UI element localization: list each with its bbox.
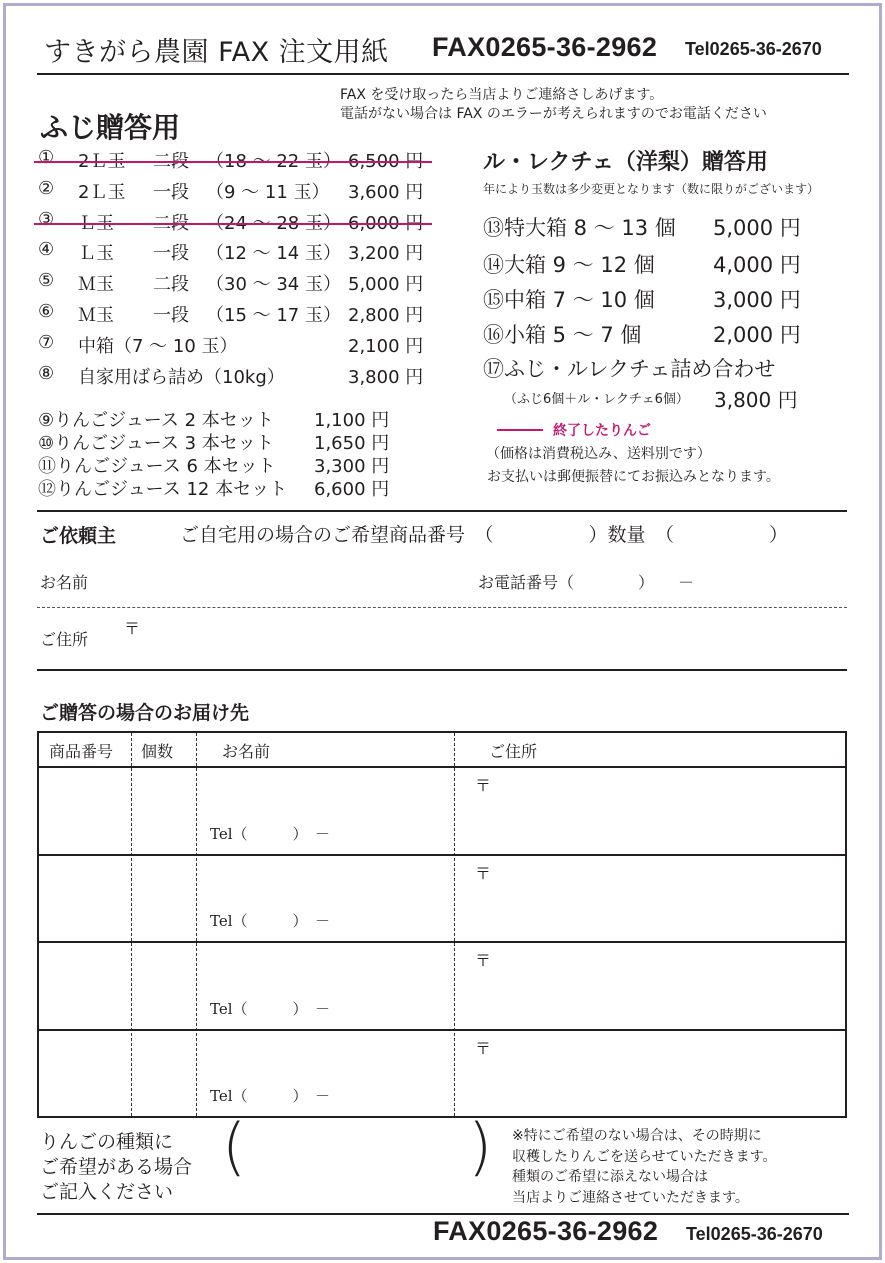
fuji-item-count: （24 ～ 28 玉）	[206, 212, 341, 234]
payment-note: お支払いは郵便振替にてお振込みとなります。	[487, 469, 780, 485]
postal-mark: 〒	[124, 619, 141, 638]
juice-label: ⑪りんごジュース 6 本セット	[38, 456, 276, 477]
fuji-item-number: ④	[38, 239, 55, 261]
gift-postal-mark: 〒	[475, 864, 492, 883]
fuji-item-price: 2,100 円	[348, 335, 424, 357]
pear-label: ⑯小箱 5 ～ 7 個	[483, 323, 642, 347]
fuji-item-grade: 二段	[153, 151, 189, 172]
requester-address-field[interactable]	[145, 614, 845, 664]
page-title: すきがら農園 FAX 注文用紙	[44, 37, 389, 68]
fuji-item-price: 6,500 円	[348, 151, 424, 172]
fuji-item-count: （9 ～ 11 玉）	[206, 181, 330, 203]
fuji-item-name: Ｍ玉	[78, 274, 114, 296]
fuji-item-number: ②	[38, 177, 55, 199]
row-divider	[39, 1029, 845, 1031]
fuji-item[interactable]	[38, 301, 428, 329]
footer-rule	[37, 1213, 849, 1215]
pear-note: 年により玉数は多少変更となります（数に限りがございます）	[483, 182, 820, 196]
variety-open-paren: (	[222, 1110, 247, 1183]
variety-note2: 収穫したりんごを送らせていただきます。	[512, 1149, 777, 1165]
fuji-heading: ふじ贈答用	[40, 111, 181, 144]
col-header-quantity: 個数	[141, 742, 174, 761]
col-divider	[454, 733, 455, 1116]
ended-legend-line	[497, 429, 543, 431]
row-divider	[39, 854, 845, 856]
fuji-item-count: （30 ～ 34 玉）	[206, 274, 341, 296]
gift-heading: ご贈答の場合のお届け先	[40, 702, 250, 724]
variety-note4: 当店よりご連絡させていただきます。	[512, 1190, 749, 1206]
gift-postal-mark: 〒	[475, 951, 492, 970]
pear-label: ⑮中箱 7 ～ 10 個	[483, 288, 655, 312]
fuji-item-price: 3,600 円	[348, 181, 424, 203]
gift-postal-mark: 〒	[475, 776, 492, 795]
header-fax: FAX0265-36-2962	[432, 32, 658, 62]
fuji-item-number: ③	[38, 208, 55, 230]
juice-label: ⑫りんごジュース 12 本セット	[38, 479, 288, 500]
fuji-item-number: ⑧	[38, 362, 55, 384]
home-use-line[interactable]: ご自宅用の場合のご希望商品番号 （ ）数量 （ ）	[180, 524, 789, 546]
variety-input[interactable]	[250, 1125, 470, 1195]
juice-price: 1,650 円	[314, 433, 390, 454]
fuji-item-name: Ｍ玉	[78, 305, 114, 326]
fuji-item[interactable]	[38, 332, 428, 360]
pear-heading: ル・レクチェ（洋梨）贈答用	[483, 150, 768, 175]
pear-price: 2,000 円	[713, 323, 801, 347]
juice-item[interactable]	[38, 475, 390, 501]
col-header-name: お名前	[222, 742, 271, 761]
pear-label: ⑭大箱 9 ～ 12 個	[483, 253, 655, 277]
header-rule	[37, 73, 849, 75]
pear-price: 3,000 円	[713, 288, 801, 312]
fuji-item-number: ⑦	[38, 331, 55, 353]
fuji-item[interactable]	[38, 363, 428, 391]
requester-heading: ご依頼主	[40, 525, 117, 547]
pear-price: 5,000 円	[713, 216, 801, 240]
fuji-item-name: 中箱（7 ～ 10 玉）	[78, 335, 238, 357]
fuji-item-price: 3,200 円	[348, 243, 424, 265]
fuji-item-name: 2Ｌ玉	[78, 181, 126, 203]
fuji-item[interactable]	[38, 270, 428, 298]
variety-line2: ご希望がある場合	[40, 1156, 193, 1178]
gift-tel-field[interactable]: Tel（ ） －	[210, 1000, 331, 1018]
header-tel: Tel0265-36-2670	[685, 39, 822, 59]
requester-name-field[interactable]	[110, 566, 460, 596]
pear-price: 4,000 円	[713, 253, 801, 277]
fuji-item[interactable]	[38, 239, 428, 267]
fuji-item-price: 6,000 円	[348, 212, 424, 234]
fuji-item[interactable]	[38, 178, 428, 206]
gift-postal-mark: 〒	[475, 1039, 492, 1058]
requester-phone-field[interactable]: お電話番号（ ） －	[478, 573, 695, 592]
pear-combo-detail: （ふじ6個＋ル・レクチェ6個）	[504, 392, 689, 407]
gift-tel-field[interactable]: Tel（ ） －	[210, 1087, 331, 1105]
fuji-item-grade: 一段	[153, 181, 189, 203]
pear-label: ⑬特大箱 8 ～ 13 個	[483, 216, 676, 240]
requester-name-label: お名前	[40, 573, 89, 592]
requester-bottom-rule	[37, 669, 847, 671]
requester-address-label: ご住所	[40, 630, 89, 649]
fuji-item[interactable]	[38, 209, 428, 237]
fuji-item-price: 3,800 円	[348, 366, 424, 388]
juice-price: 3,300 円	[314, 456, 390, 477]
variety-note3: 種類のご希望に添えない場合は	[512, 1169, 708, 1185]
requester-dashed-rule	[37, 607, 847, 608]
fuji-item-price: 5,000 円	[348, 274, 424, 296]
pear-combo-label[interactable]: ⑰ふじ・ルレクチェ詰め合わせ	[483, 357, 776, 381]
fuji-item-count: （12 ～ 14 玉）	[206, 243, 341, 265]
tax-note: （価格は消費税込み、送料別です）	[486, 446, 711, 462]
ended-legend-label: 終了したりんご	[553, 423, 651, 439]
col-header-product-no: 商品番号	[49, 742, 114, 761]
gift-tel-field[interactable]: Tel（ ） －	[210, 912, 331, 930]
footer-tel: Tel0265-36-2670	[686, 1224, 823, 1244]
fuji-item-count: （15 ～ 17 玉）	[206, 305, 341, 326]
fuji-item-grade: 一段	[153, 305, 189, 326]
fuji-item-name: Ｌ玉	[78, 212, 114, 234]
fuji-item-grade: 二段	[153, 212, 189, 234]
col-header-address: ご住所	[489, 742, 538, 761]
requester-top-rule	[37, 510, 847, 512]
gift-tel-field[interactable]: Tel（ ） －	[210, 825, 331, 843]
juice-label: ⑩りんごジュース 3 本セット	[38, 433, 274, 454]
juice-label: ⑨りんごジュース 2 本セット	[38, 410, 274, 431]
fuji-item[interactable]	[38, 147, 428, 175]
juice-price: 1,100 円	[314, 410, 390, 431]
variety-note1: ※特にご希望のない場合は、その時期に	[512, 1128, 762, 1144]
notice-line1: FAX を受け取ったら当店よりご連絡さしあげます。	[340, 87, 664, 103]
fuji-item-name: 2Ｌ玉	[78, 151, 126, 172]
col-divider	[131, 733, 132, 1116]
gift-table	[37, 731, 847, 1118]
notice-line2: 電話がない場合は FAX のエラーが考えられますのでお電話ください	[340, 106, 767, 122]
row-divider	[39, 766, 845, 768]
variety-close-paren: )	[468, 1110, 493, 1183]
fuji-item-grade: 二段	[153, 274, 189, 296]
fuji-item-name: 自家用ばら詰め（10kg）	[78, 366, 285, 388]
variety-line3: ご記入ください	[40, 1181, 174, 1203]
footer-fax: FAX0265-36-2962	[433, 1216, 659, 1246]
row-divider	[39, 941, 845, 943]
fuji-item-number: ⑥	[38, 301, 55, 322]
pear-combo-price: 3,800 円	[714, 388, 798, 412]
variety-line1: りんごの種類に	[40, 1131, 174, 1153]
fuji-item-grade: 一段	[153, 243, 189, 265]
fuji-item-name: Ｌ玉	[78, 243, 114, 265]
juice-price: 6,600 円	[314, 479, 390, 500]
fuji-item-number: ①	[38, 147, 55, 168]
col-divider	[196, 733, 197, 1116]
fuji-item-number: ⑤	[38, 270, 55, 292]
fuji-item-count: （18 ～ 22 玉）	[206, 151, 341, 172]
fuji-item-price: 2,800 円	[348, 305, 424, 326]
